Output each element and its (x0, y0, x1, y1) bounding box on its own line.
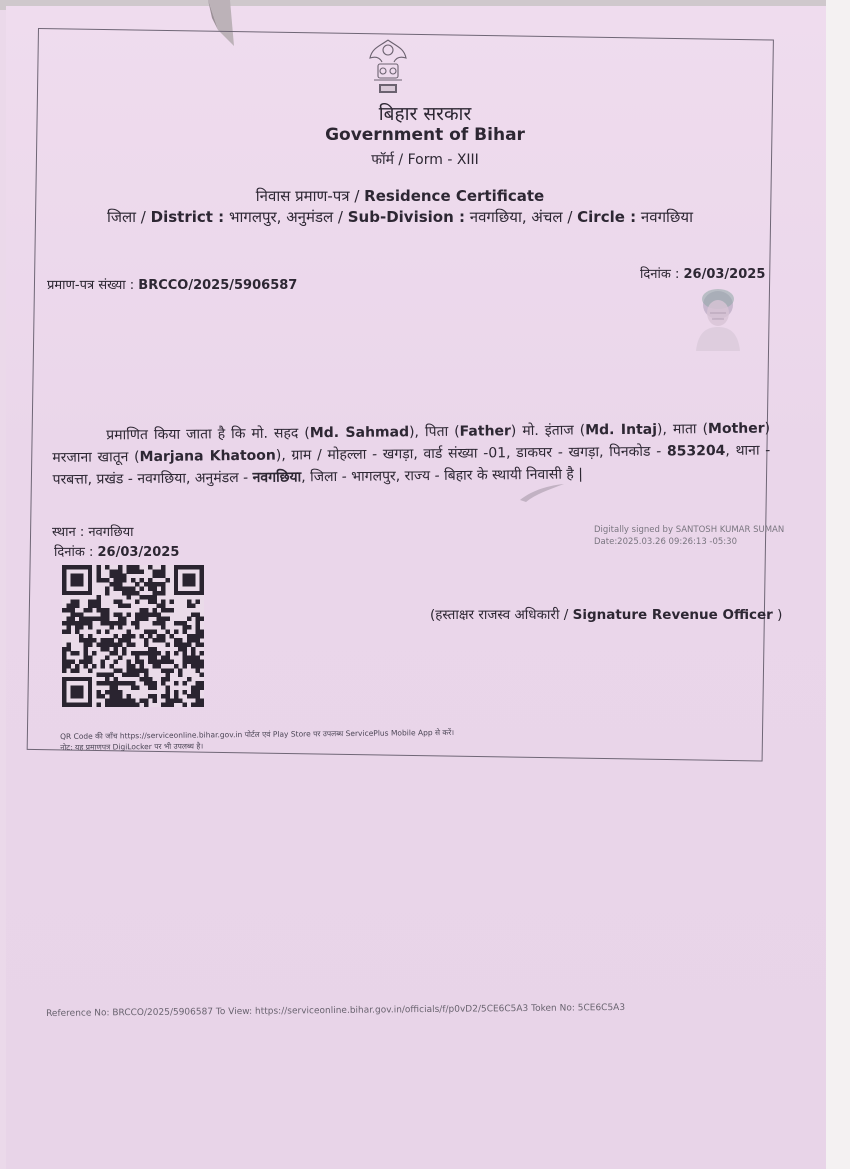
issue-date-value: 26/03/2025 (683, 267, 766, 282)
place-value: नवगछिया (88, 525, 134, 540)
body-text: , थाना - परबत्ता, प्रखंड - नवगछिया, अनुमंडल - (52, 442, 771, 488)
signature-hindi: (हस्ताक्षर राजस्व अधिकारी / (430, 607, 569, 623)
issue-date (640, 264, 765, 282)
government-hindi-title: बिहार सरकार (378, 103, 472, 125)
father-label: Father (459, 423, 511, 440)
place (52, 522, 134, 540)
digital-signature (594, 524, 784, 548)
circle-value: नवगछिया (640, 208, 694, 226)
body-text: प्रमाणित किया जाता है कि मो. सहद ( (106, 425, 310, 444)
digital-signature-signer: Digitally signed by SANTOSH KUMAR SUMAN (594, 525, 785, 535)
subdivision-label: Sub-Division : (347, 208, 465, 226)
applicant-name: Md. Sahmad (309, 424, 410, 442)
father-name: Md. Intaj (585, 421, 658, 439)
scan-right-edge (826, 0, 850, 1169)
certificate-number (47, 275, 297, 293)
mother-label: Mother (707, 420, 765, 438)
qr-code-icon[interactable] (62, 565, 204, 707)
subdivision-name: नवगछिया (252, 469, 302, 486)
pincode: 853204 (666, 442, 726, 460)
body-text: ) मरजाना खातून ( (52, 420, 771, 466)
ink-smudge (518, 480, 566, 504)
body-text: ) मो. इंताज ( (510, 422, 586, 440)
form-number: फॉर्म / Form - XIII (371, 152, 479, 168)
district-line (0, 207, 800, 227)
footer-date-label: दिनांक : (54, 545, 94, 560)
certificate-title-english: Residence Certificate (364, 187, 545, 205)
district-value: भागलपुर, अनुमंडल / (228, 208, 343, 226)
circle-label: Circle : (577, 208, 637, 226)
applicant-photo (690, 285, 746, 351)
qr-note-line: नोट: यह प्रमाणपत्र DigiLocker पर भी उपलब्ध है। (60, 741, 204, 752)
qr-verification-note (60, 727, 454, 753)
subdivision-value: नवगछिया, अंचल / (469, 208, 573, 226)
district-label-hindi: जिला / (106, 208, 146, 226)
ashoka-emblem-icon (362, 36, 414, 98)
signature-close: ) (777, 607, 783, 623)
signature-english: Signature Revenue Officer (572, 607, 773, 623)
certificate-body (52, 417, 771, 491)
issue-date-label: दिनांक : (640, 267, 680, 282)
certificate-title-hindi: निवास प्रमाण-पत्र / (255, 187, 360, 205)
place-label: स्थान : (52, 525, 85, 540)
body-text: ), पिता ( (408, 423, 460, 441)
digital-signature-date: Date:2025.03.26 09:26:13 -05:30 (594, 537, 737, 547)
body-text: ), माता ( (656, 421, 709, 438)
certificate-number-label: प्रमाण-पत्र संख्या : (47, 278, 135, 293)
certificate-title (0, 186, 800, 206)
body-text: , जिला - भागलपुर, राज्य - बिहार के स्थायी निवासी है | (301, 466, 584, 486)
qr-note-line: QR Code की जाँच https://serviceonline.bihar.gov.in पोर्टल एवं Play Store पर उपलब्ध ServicePlus Mobile App से करें। (60, 727, 455, 741)
footer-date-value: 26/03/2025 (97, 545, 180, 560)
reference-line: Reference No: BRCCO/2025/5906587 To View: https://serviceonline.bihar.gov.in/officials/f/p0vD2/5CE6C5A3 Token No: 5CE6C5A3 (46, 1002, 626, 1019)
body-text: ), ग्राम / मोहल्ला - खगड़ा, वार्ड संख्या -01, डाकघर - खगड़ा, पिनकोड - (275, 443, 668, 464)
mother-name: Marjana Khatoon (139, 447, 276, 466)
district-label-english: District : (150, 208, 225, 226)
certificate-number-value: BRCCO/2025/5906587 (138, 278, 298, 293)
signature-line (430, 605, 782, 623)
government-english-title: Government of Bihar (325, 125, 525, 145)
footer-date (54, 542, 179, 560)
